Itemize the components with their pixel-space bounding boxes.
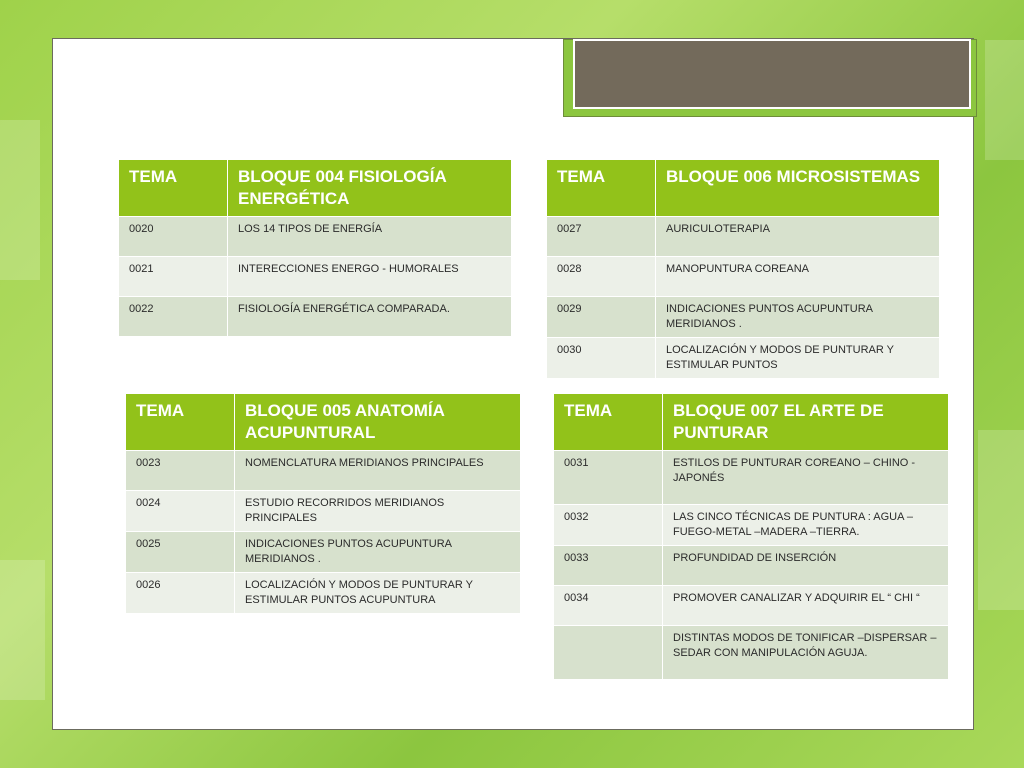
header-tema: TEMA <box>554 394 663 451</box>
row-code: 0034 <box>554 586 663 626</box>
row-desc: PROFUNDIDAD DE INSERCIÓN <box>663 546 949 586</box>
table-row <box>126 532 521 573</box>
table-row <box>547 338 940 379</box>
background-tile <box>0 560 45 700</box>
row-desc: INDICACIONES PUNTOS ACUPUNTURA MERIDIANOS . <box>235 532 521 573</box>
row-desc: PROMOVER CANALIZAR Y ADQUIRIR EL “ CHI “ <box>663 586 949 626</box>
table-row <box>119 217 512 257</box>
row-desc: LOCALIZACIÓN Y MODOS DE PUNTURAR Y ESTIMULAR PUNTOS ACUPUNTURA <box>235 573 521 614</box>
table-header-row <box>119 160 512 217</box>
row-desc: LAS CINCO TÉCNICAS DE PUNTURA : AGUA –FUEGO-METAL –MADERA –TIERRA. <box>663 505 949 546</box>
row-desc: AURICULOTERAPIA <box>656 217 940 257</box>
row-code: 0020 <box>119 217 228 257</box>
row-desc: INTERECCIONES ENERGO - HUMORALES <box>228 257 512 297</box>
slide-panel <box>52 38 974 730</box>
row-desc: MANOPUNTURA COREANA <box>656 257 940 297</box>
row-desc: FISIOLOGÍA ENERGÉTICA COMPARADA. <box>228 297 512 337</box>
table-bloque-005 <box>125 393 521 614</box>
row-code: 0032 <box>554 505 663 546</box>
row-desc: INDICACIONES PUNTOS ACUPUNTURA MERIDIANOS . <box>656 297 940 338</box>
table-header-row <box>126 394 521 451</box>
table-row <box>126 451 521 491</box>
row-code: 0021 <box>119 257 228 297</box>
table-row <box>547 297 940 338</box>
table-row <box>547 257 940 297</box>
row-code: 0030 <box>547 338 656 379</box>
header-bloque: BLOQUE 007 EL ARTE DE PUNTURAR <box>663 394 949 451</box>
table-row <box>554 586 949 626</box>
row-code: 0029 <box>547 297 656 338</box>
table-bloque-006 <box>546 159 940 379</box>
row-code <box>554 626 663 680</box>
table-row <box>126 573 521 614</box>
table-row <box>119 257 512 297</box>
table-bloque-004 <box>118 159 512 337</box>
row-code: 0027 <box>547 217 656 257</box>
header-tema: TEMA <box>119 160 228 217</box>
table-header-row <box>554 394 949 451</box>
table-header-row <box>547 160 940 217</box>
table-row <box>126 491 521 532</box>
header-bloque: BLOQUE 005 ANATOMÍA ACUPUNTURAL <box>235 394 521 451</box>
row-desc: ESTILOS DE PUNTURAR COREANO – CHINO - JAPONÉS <box>663 451 949 505</box>
header-bloque: BLOQUE 006 MICROSISTEMAS <box>656 160 940 217</box>
row-code: 0028 <box>547 257 656 297</box>
row-code: 0031 <box>554 451 663 505</box>
background-tile <box>985 40 1024 160</box>
row-desc: ESTUDIO RECORRIDOS MERIDIANOS PRINCIPALES <box>235 491 521 532</box>
header-bloque: BLOQUE 004 FISIOLOGÍA ENERGÉTICA <box>228 160 512 217</box>
row-desc: LOCALIZACIÓN Y MODOS DE PUNTURAR Y ESTIMULAR PUNTOS <box>656 338 940 379</box>
background-tile <box>0 120 40 280</box>
table-row <box>554 546 949 586</box>
background-tile <box>978 430 1024 610</box>
table-bloque-007 <box>553 393 949 680</box>
row-desc: DISTINTAS MODOS DE TONIFICAR –DISPERSAR –SEDAR CON MANIPULACIÓN AGUJA. <box>663 626 949 680</box>
row-code: 0026 <box>126 573 235 614</box>
table-row <box>547 217 940 257</box>
header-tema: TEMA <box>547 160 656 217</box>
header-tema: TEMA <box>126 394 235 451</box>
table-row <box>554 505 949 546</box>
row-desc: LOS 14 TIPOS DE ENERGÍA <box>228 217 512 257</box>
row-code: 0033 <box>554 546 663 586</box>
row-code: 0025 <box>126 532 235 573</box>
row-code: 0023 <box>126 451 235 491</box>
title-placeholder <box>573 39 971 109</box>
row-code: 0024 <box>126 491 235 532</box>
table-row <box>554 626 949 680</box>
row-desc: NOMENCLATURA MERIDIANOS PRINCIPALES <box>235 451 521 491</box>
table-row <box>554 451 949 505</box>
row-code: 0022 <box>119 297 228 337</box>
table-row <box>119 297 512 337</box>
